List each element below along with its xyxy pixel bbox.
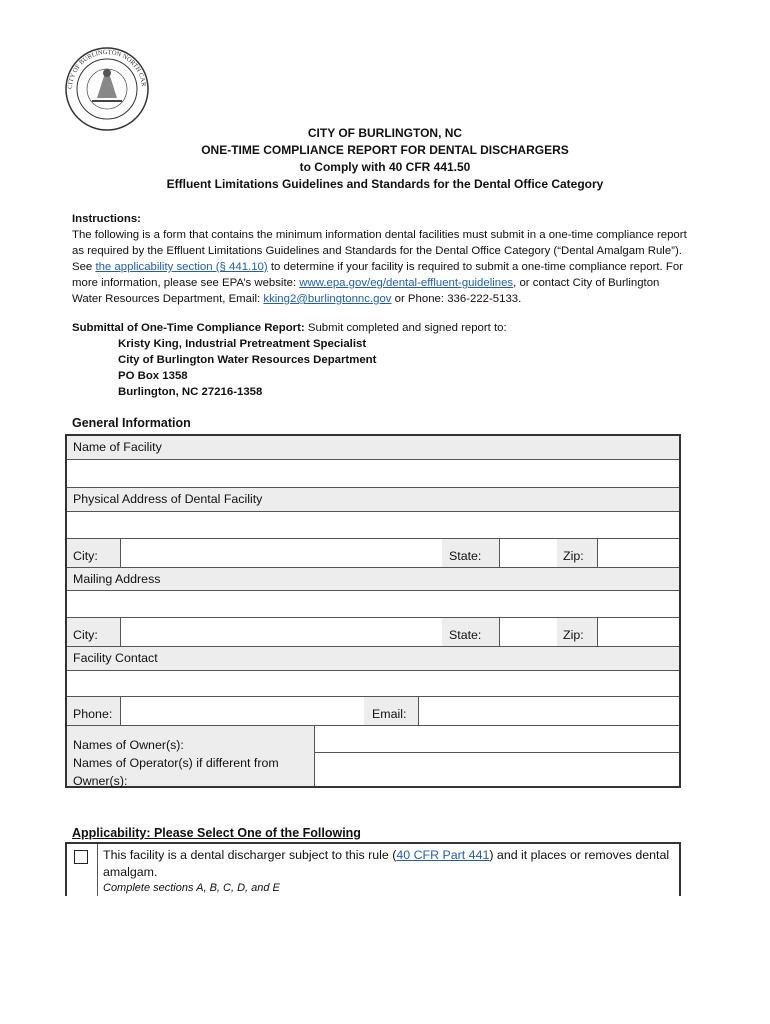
facility-contact-label-row: Facility Contact xyxy=(67,647,679,671)
physical-address-label-row: Physical Address of Dental Facility xyxy=(67,488,679,512)
title-regulation: to Comply with 40 CFR 441.50 xyxy=(299,160,471,174)
general-information-heading: General Information xyxy=(72,416,191,430)
mailing-city-row: City: State: Zip: xyxy=(67,618,679,647)
applicability-options xyxy=(65,842,681,896)
title-guidelines: Effluent Limitations Guidelines and Standards for the Dental Office Category xyxy=(166,177,604,191)
phone-field[interactable] xyxy=(120,697,364,725)
owners-operators-row xyxy=(67,726,679,786)
physical-address-field[interactable] xyxy=(67,512,679,539)
physical-zip-field[interactable] xyxy=(597,539,679,567)
physical-city-row: City: State: Zip: xyxy=(67,539,679,568)
owners-field[interactable] xyxy=(315,726,679,753)
mailing-city-field[interactable] xyxy=(120,618,442,646)
option1-sublabel: Complete sections A, B, C, D, and E xyxy=(103,882,280,894)
contact-email-link[interactable]: kking2@burlingtonnc.gov xyxy=(263,293,392,305)
submittal-address: Kristy King, Industrial Pretreatment Specialist City of Burlington Water Resources Department PO Box 1358 Burlington, NC 27216-1358 xyxy=(118,338,377,398)
report-title-block xyxy=(0,125,770,193)
operators-label: Names of Operator(s) if different from Owner(s): xyxy=(73,756,279,788)
svg-text:CITY OF BURLINGTON NORTH CAROL: CITY OF BURLINGTON NORTH CAR xyxy=(66,48,147,90)
submittal-instructions: Submittal of One-Time Compliance Report: Submit completed and signed report to: xyxy=(72,322,507,334)
name-of-facility-label-row: Name of Facility xyxy=(67,436,679,460)
general-information-form xyxy=(65,434,681,788)
option1-checkbox[interactable] xyxy=(74,850,88,864)
cfr-part-441-link[interactable]: 40 CFR Part 441 xyxy=(396,848,490,862)
physical-state-field[interactable] xyxy=(499,539,557,567)
epa-website-link[interactable]: www.epa.gov/eg/dental-effluent-guidelines xyxy=(299,277,514,289)
physical-city-field[interactable] xyxy=(120,539,442,567)
owners-label: Names of Owner(s): xyxy=(73,738,184,752)
instructions: Instructions: The following is a form that contains the minimum information dental facilities must submit in a one-time compliance report as required by the Effluent Limitations Guidelines and Standards for the Dental Office Category (“Dental Amalgam Rule”). See the applicability section (§ 441.10) to determine if your facility is required to submit a one-time compliance report. For more information, please see EPA’s website: www.epa.gov/eg/dental-effluent-guidelines, or contact City of Burlington Water Resources Department, Email: kking2@burlingtonnc.gov or Phone: 336-222-5133. xyxy=(72,211,692,307)
applicability-heading: Applicability: Please Select One of the Following xyxy=(72,826,361,840)
title-report: ONE-TIME COMPLIANCE REPORT FOR DENTAL DISCHARGERS xyxy=(201,143,569,157)
instructions-label: Instructions: xyxy=(72,213,141,225)
option1-label: This facility is a dental discharger subject to this rule (40 CFR Part 441) and it places or removes dental amalgam. xyxy=(103,848,670,879)
facility-contact-field[interactable] xyxy=(67,671,679,697)
email-field[interactable] xyxy=(418,697,679,725)
mailing-address-field[interactable] xyxy=(67,591,679,618)
name-of-facility-field[interactable] xyxy=(67,460,679,488)
city-seal xyxy=(64,46,150,132)
title-city: CITY OF BURLINGTON, NC xyxy=(307,126,463,140)
mailing-zip-field[interactable] xyxy=(597,618,679,646)
mailing-address-label-row: Mailing Address xyxy=(67,568,679,591)
applicability-section-link[interactable]: the applicability section (§ 441.10) xyxy=(95,261,268,273)
phone-email-row: Phone: Email: xyxy=(67,697,679,726)
mailing-state-field[interactable] xyxy=(499,618,557,646)
operators-field[interactable] xyxy=(315,753,679,786)
